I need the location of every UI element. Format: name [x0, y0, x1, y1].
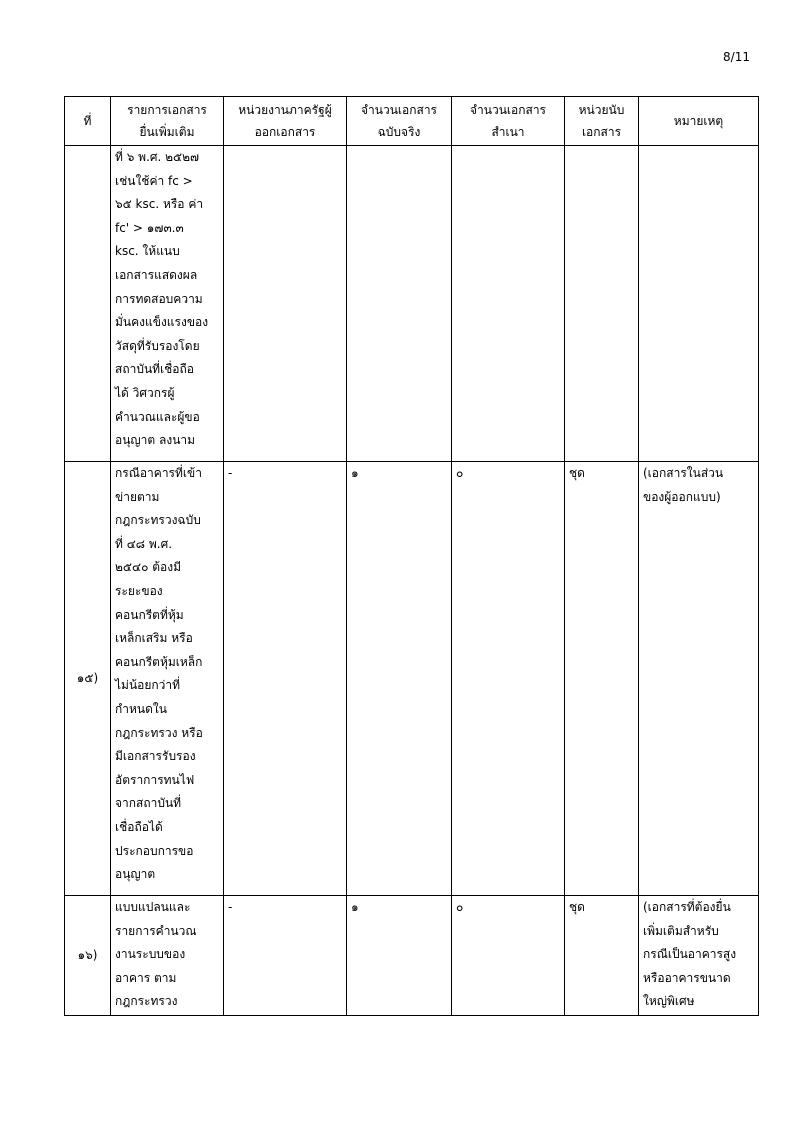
cell-text: ๑	[351, 900, 359, 914]
cell-text: คอนกรีตที่หุ้ม	[115, 607, 184, 622]
cell-text: กฎกระทรวง หรือ	[115, 725, 203, 740]
original-count	[347, 146, 452, 462]
cell-text: เหล็กเสริม หรือ	[115, 631, 193, 646]
cell-text: ๖๕ ksc. หรือ ค่า	[115, 197, 204, 212]
cell-text: เช่นใช้ค่า fc >	[115, 173, 193, 188]
cell-text: รายการคำนวณ	[115, 923, 197, 938]
cell-text: วัสดุที่รับรองโดย	[115, 338, 200, 353]
cell-text: fc' > ๑๗๓.๓	[115, 220, 184, 235]
cell-text: กฎกระทรวง	[115, 994, 178, 1009]
copy-count	[452, 896, 565, 1016]
cell-text: อาคาร ตาม	[115, 970, 177, 985]
cell-text: ของผู้ออกแบบ)	[643, 489, 721, 504]
document-unit	[565, 896, 639, 1016]
copy-count	[452, 146, 565, 462]
cell-text: ๐	[456, 900, 464, 914]
copy-count	[452, 462, 565, 896]
header-item: รายการเอกสาร ยื่นเพิ่มเติม	[111, 97, 224, 146]
cell-text: ชุด	[569, 900, 585, 914]
cell-text: ที่ ๖ พ.ศ. ๒๕๒๗	[115, 150, 200, 164]
row-number	[65, 462, 111, 896]
cell-text: (เอกสารที่ต้องยื่น	[643, 900, 731, 914]
document-item	[111, 462, 224, 896]
original-count	[347, 896, 452, 1016]
document-table	[64, 96, 759, 1016]
cell-text: ได้ วิศวกรผู้	[115, 385, 175, 400]
cell-text: ระยะของ	[115, 583, 163, 598]
cell-text: ใหญ่พิเศษ	[643, 994, 695, 1009]
header-unit: หน่วยนับ เอกสาร	[565, 97, 639, 146]
cell-text: มั่นคงแข็งแรงของ	[115, 315, 209, 330]
cell-text: ชุด	[569, 466, 585, 480]
cell-text: เพิ่มเติมสำหรับ	[643, 923, 719, 938]
cell-text: แบบแปลนและ	[115, 900, 191, 914]
issuing-agency	[224, 462, 347, 896]
header-remark: หมายเหตุ	[639, 97, 759, 146]
row-number	[65, 146, 111, 462]
table-row	[65, 146, 759, 462]
header-no: ที่	[65, 97, 111, 146]
header-agency: หน่วยงานภาครัฐผู้ ออกเอกสาร	[224, 97, 347, 146]
cell-text: ๒๕๔๐ ต้องมี	[115, 560, 181, 575]
cell-text: ๑๖)	[77, 947, 98, 962]
cell-text: ๑	[351, 466, 359, 480]
cell-text: คำนวณและผู้ขอ	[115, 409, 200, 424]
row-number	[65, 896, 111, 1016]
cell-text: การทดสอบความ	[115, 291, 203, 306]
remark	[639, 896, 759, 1016]
cell-text: หรืออาคารขนาด	[643, 970, 731, 985]
cell-text: สถาบันที่เชื่อถือ	[115, 362, 194, 377]
cell-text: อนุญาต	[115, 867, 156, 882]
document-unit	[565, 146, 639, 462]
cell-text: ข่ายตาม	[115, 489, 160, 504]
cell-text: กรณีเป็นอาคารสูง	[643, 947, 737, 962]
table-body	[65, 146, 759, 1016]
cell-text: ๑๕)	[76, 670, 99, 685]
remark	[639, 462, 759, 896]
document-unit	[565, 462, 639, 896]
page-number: 8/11	[723, 50, 750, 64]
issuing-agency	[224, 146, 347, 462]
table-header-row	[65, 97, 759, 146]
cell-text: จากสถาบันที่	[115, 796, 182, 811]
document-item	[111, 896, 224, 1016]
cell-text: กำหนดใน	[115, 701, 167, 716]
issuing-agency	[224, 896, 347, 1016]
cell-text: คอนกรีตหุ้มเหล็ก	[115, 654, 203, 669]
cell-text: ประกอบการขอ	[115, 843, 194, 858]
cell-text: อัตราการทนไฟ	[115, 772, 195, 787]
cell-text: มีเอกสารรับรอง	[115, 749, 196, 764]
original-count	[347, 462, 452, 896]
cell-text: -	[228, 466, 233, 480]
cell-text: เชื่อถือได้	[115, 819, 163, 834]
table-row	[65, 896, 759, 1016]
table-row	[65, 462, 759, 896]
cell-text: อนุญาต ลงนาม	[115, 433, 196, 448]
cell-text: งานระบบของ	[115, 947, 186, 962]
cell-text: -	[228, 900, 233, 914]
header-original-count: จำนวนเอกสาร ฉบับจริง	[347, 97, 452, 146]
remark	[639, 146, 759, 462]
cell-text: (เอกสารในส่วน	[643, 466, 724, 480]
cell-text: ksc. ให้แนบ	[115, 244, 180, 259]
cell-text: เอกสารแสดงผล	[115, 267, 198, 282]
cell-text: กรณีอาคารที่เข้า	[115, 466, 202, 480]
cell-text: ๐	[456, 466, 464, 480]
cell-text: กฎกระทรวงฉบับ	[115, 513, 201, 528]
document-item	[111, 146, 224, 462]
cell-text: ไม่น้อยกว่าที่	[115, 678, 181, 693]
header-copy-count: จำนวนเอกสาร สำเนา	[452, 97, 565, 146]
cell-text: ที่ ๔๘ พ.ศ.	[115, 536, 173, 551]
